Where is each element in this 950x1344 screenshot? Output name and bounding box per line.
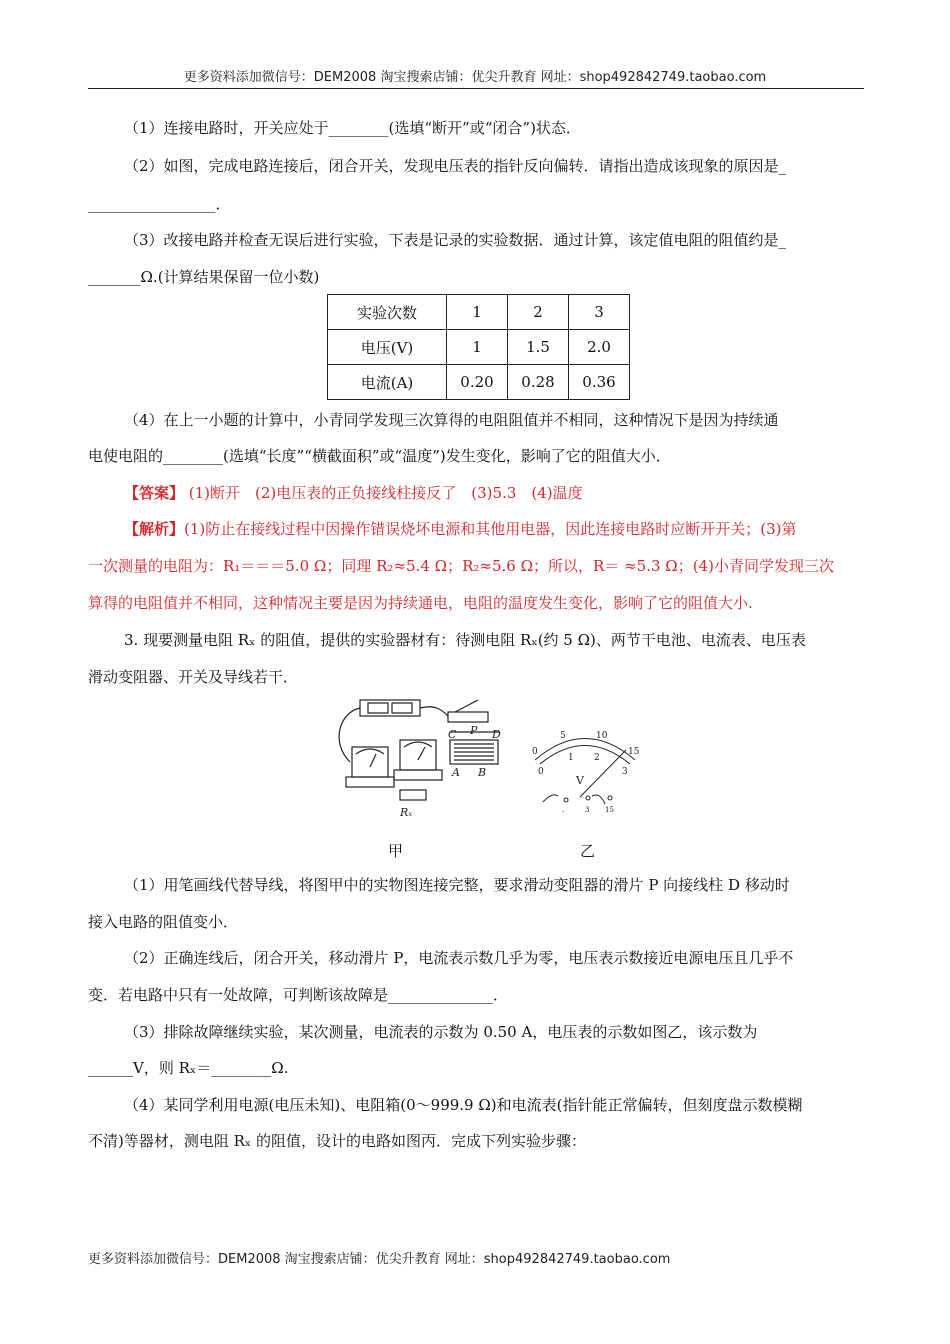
q3-part1-line2: 接入电路的阻值变小．	[88, 913, 239, 931]
answer-label: 【答案】	[124, 484, 185, 502]
voltmeter-needle	[580, 750, 626, 797]
label-a: A	[452, 766, 460, 779]
figure-caption-yi: 乙	[580, 842, 596, 860]
page-header: 更多资料添加微信号：DEM2008 淘宝搜索店铺：优尖升教育 网址：shop492842749.taobao.com	[183, 70, 767, 85]
table-cell: 0.28	[508, 365, 569, 400]
switch-icon	[448, 712, 488, 722]
table-row	[328, 295, 630, 330]
label-c: C	[448, 728, 457, 741]
data-table	[327, 294, 630, 400]
q3-part4-line1: （4）某同学利用电源(电压未知)、电阻箱(0～999.9 Ω)和电流表(指针能正常偏转，但刻度盘示数模糊	[124, 1096, 803, 1114]
table-cell: 2	[508, 295, 569, 330]
dial-unit: V	[576, 774, 584, 787]
table-row	[328, 365, 630, 400]
q3-part2-line1: （2）正确连线后，闭合开关，移动滑片 P，电流表示数几乎为零，电压表示数接近电源电压且几乎不	[124, 949, 794, 967]
terminal-minus: -	[562, 808, 565, 816]
header-divider	[88, 88, 864, 89]
table-row	[328, 330, 630, 365]
q3-part3-line2: ______V，则 Rₓ＝________Ω.	[88, 1059, 289, 1077]
dial-bottom-0: 0	[538, 767, 544, 777]
q2-part4-line1: （4）在上一小题的计算中，小青同学发现三次算得的电阻阻值并不相同，这种情况下是因为持续通	[124, 411, 779, 429]
terminal-15: 15	[605, 806, 614, 814]
table-cell: 电流(A)	[328, 365, 447, 400]
q2-part2-line1: （2）如图，完成电路连接后，闭合开关，发现电压表的指针反向偏转．请指出造成该现象的原因是_	[124, 157, 787, 175]
q2-part4-line2: 电使电阻的________(选填“长度”“横截面积”或“温度”)发生变化，影响了它的阻值大小．	[88, 447, 671, 465]
q3-part2-line2: 变．若电路中只有一处故障，可判断该故障是______________．	[88, 986, 509, 1004]
q2-part3-line2: _______Ω.(计算结果保留一位小数)	[88, 268, 320, 286]
dial-bottom-1: 1	[568, 753, 574, 763]
ammeter-icon	[352, 747, 388, 777]
q3-intro-line1: 3. 现要测量电阻 Rₓ 的阻值，提供的实验器材有：待测电阻 Rₓ(约 5 Ω)、两节干电池、电流表、电压表	[124, 631, 806, 649]
answer-line	[88, 483, 900, 503]
table-cell: 实验次数	[328, 295, 447, 330]
q3-intro-line2: 滑动变阻器、开关及导线若干．	[88, 668, 299, 686]
analysis-line1	[88, 519, 900, 539]
table-cell: 1	[447, 295, 508, 330]
q3-part4-line2: 不清)等器材，测电阻 Rₓ 的阻值，设计的电路如图丙．完成下列实验步骤：	[88, 1132, 587, 1150]
page-footer: 更多资料添加微信号：DEM2008 淘宝搜索店铺：优尖升教育 网址：shop492842749.taobao.com	[88, 1252, 671, 1267]
q3-part1-line1: （1）用笔画线代替导线，将图甲中的实物图连接完整，要求滑动变阻器的滑片 P 向接线柱 D 移动时	[124, 876, 790, 894]
label-d: D	[492, 728, 501, 741]
dial-top-0: 0	[532, 747, 538, 757]
q3-part3-line1: （3）排除故障继续实验，某次测量，电流表的示数为 0.50 A，电压表的示数如图乙，该示数为	[124, 1023, 758, 1041]
circuit-figure	[330, 692, 650, 827]
analysis-line3: 算得的电阻值并不相同，这种情况主要是因为持续通电，电阻的温度发生变化，影响了它的阻值大小.	[88, 594, 753, 612]
dial-top-15: 15	[628, 747, 640, 757]
analysis-line2: 一次测量的电阻为：R₁＝＝＝5.0 Ω；同理 R₂≈5.4 Ω；R₂≈5.6 Ω；所以，R＝ ≈5.3 Ω；(4)小青同学发现三次	[88, 557, 834, 575]
table-cell: 0.20	[447, 365, 508, 400]
analysis-label: 【解析】	[124, 520, 185, 538]
resistor-rx-icon	[400, 790, 426, 800]
label-p: P	[470, 724, 478, 737]
dial-top-5: 5	[560, 731, 566, 741]
analysis-text-1: (1)防止在接线过程中因操作错误烧坏电源和其他用电器，因此连接电路时应断开开关；(3)第	[184, 520, 797, 538]
table-cell: 2.0	[569, 330, 630, 365]
dial-bottom-3: 3	[622, 767, 628, 777]
dial-bottom-2: 2	[594, 753, 600, 763]
label-rx: Rₓ	[400, 806, 413, 819]
q2-part2-line2: _________________．	[88, 195, 231, 213]
figure-caption-jia: 甲	[388, 842, 404, 860]
answer-text: (1)断开 (2)电压表的正负接线柱接反了 (3)5.3 (4)温度	[184, 484, 583, 502]
voltmeter-icon	[400, 740, 436, 770]
table-cell: 1	[447, 330, 508, 365]
dial-top-10: 10	[596, 731, 608, 741]
label-b: B	[478, 766, 487, 779]
table-cell: 电压(V)	[328, 330, 447, 365]
q2-part3-line1: （3）改接电路并检查无误后进行实验，下表是记录的实验数据．通过计算，该定值电阻的阻值约是_	[124, 231, 787, 249]
table-cell: 3	[569, 295, 630, 330]
q2-part1: （1）连接电路时，开关应处于________(选填“断开”或“闭合”)状态．	[124, 119, 581, 137]
table-cell: 0.36	[569, 365, 630, 400]
table-cell: 1.5	[508, 330, 569, 365]
terminal-3: 3	[585, 806, 590, 814]
